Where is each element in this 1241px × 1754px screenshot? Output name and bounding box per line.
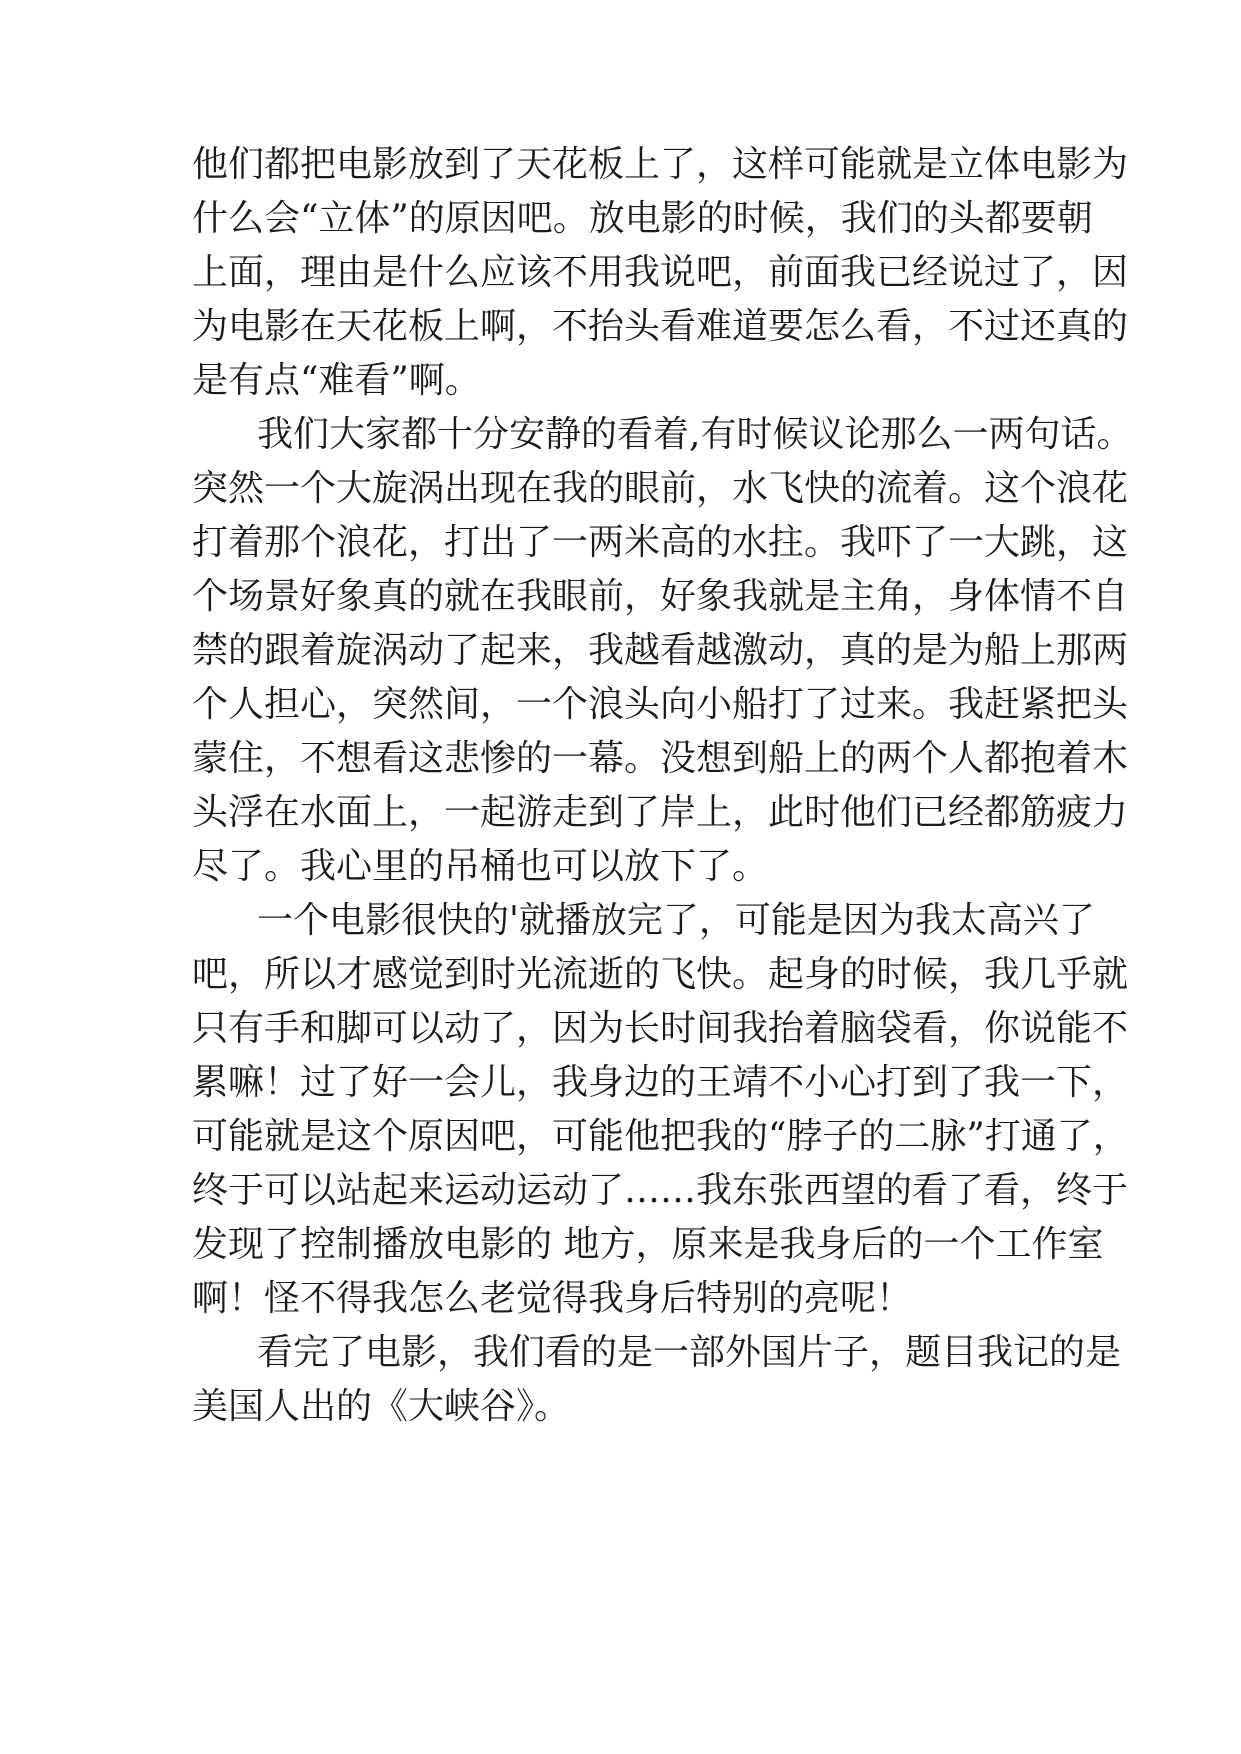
text-line: 一个电影很快的'就播放完了，可能是因为我太高兴了: [257, 900, 1095, 941]
text-line: 可能就是这个原因吧，可能他把我的“脖子的二脉”打通了，: [192, 1116, 1129, 1157]
text-line: 发现了控制播放电影的 地方，原来是我身后的一个工作室: [192, 1224, 1104, 1265]
text-line: 突然一个大旋涡出现在我的眼前，水飞快的流着。这个浪花: [192, 468, 1129, 509]
text-line: 为电影在天花板上啊，不抬头看难道要怎么看，不过还真的: [192, 306, 1129, 347]
text-line: 累嘛！过了好一会儿，我身边的王靖不小心打到了我一下，: [192, 1062, 1129, 1103]
text-line: 打着那个浪花，打出了一两米高的水拄。我吓了一大跳，这: [192, 522, 1129, 563]
text-line: 头浮在水面上，一起游走到了岸上，此时他们已经都筋疲力: [192, 792, 1129, 833]
text-line: 蒙住，不想看这悲惨的一幕。没想到船上的两个人都抱着木: [192, 738, 1129, 779]
text-line: 只有手和脚可以动了，因为长时间我抬着脑袋看，你说能不: [192, 1008, 1129, 1049]
text-line: 看完了电影，我们看的是一部外国片子，题目我记的是: [257, 1332, 1122, 1373]
text-line: 上面，理由是什么应该不用我说吧，前面我已经说过了，因: [192, 252, 1129, 293]
text-line: 美国人出的《大峡谷》。: [192, 1386, 571, 1427]
text-line: 吧，所以才感觉到时光流逝的飞快。起身的时候，我几乎就: [192, 954, 1129, 995]
text-line: 禁的跟着旋涡动了起来，我越看越激动，真的是为船上那两: [192, 630, 1129, 671]
text-line: 啊！怪不得我怎么老觉得我身后特别的亮呢！: [192, 1278, 913, 1319]
text-line: 他们都把电影放到了天花板上了，这样可能就是立体电影为: [192, 144, 1129, 185]
text-line: 尽了。我心里的吊桶也可以放下了。: [192, 846, 769, 887]
text-line: 终于可以站起来运动运动了……我东张西望的看了看，终于: [192, 1170, 1129, 1211]
text-line: 是有点“难看”啊。: [192, 360, 481, 401]
text-line: 个人担心，突然间，一个浪头向小船打了过来。我赶紧把头: [192, 684, 1129, 725]
text-line: 个场景好象真的就在我眼前，好象我就是主角，身体情不自: [192, 576, 1129, 617]
text-line: 什么会“立体”的原因吧。放电影的时候，我们的头都要朝: [192, 198, 1093, 239]
text-line: 我们大家都十分安静的看着,有时候议论那么一两句话。: [257, 414, 1133, 455]
